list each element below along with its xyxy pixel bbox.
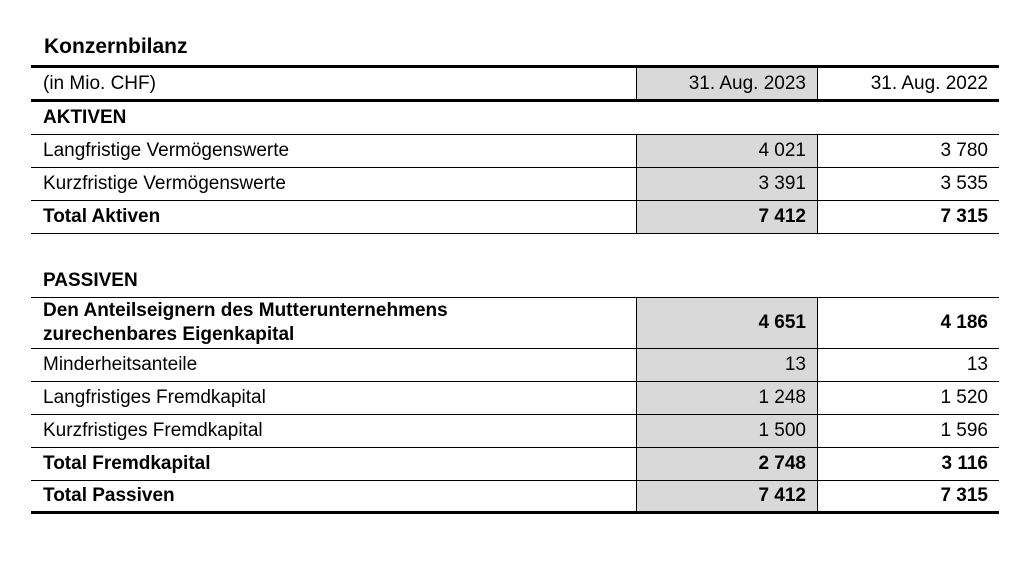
column-header-2022: 31. Aug. 2022 bbox=[870, 72, 988, 94]
row-label: Langfristiges Fremdkapital bbox=[43, 387, 266, 408]
value-2023: 13 bbox=[636, 349, 818, 381]
value-2023: 4 651 bbox=[636, 298, 818, 348]
section-label: AKTIVEN bbox=[43, 107, 127, 128]
value-2022: 4 186 bbox=[940, 312, 988, 333]
value-2023: 2 748 bbox=[636, 448, 818, 480]
row-label: Kurzfristiges Fremdkapital bbox=[43, 420, 263, 441]
row-label: Total Aktiven bbox=[43, 206, 161, 227]
row-label-line1: Den Anteilseignern des Mutterunternehmens bbox=[43, 300, 448, 321]
section-heading-aktiven bbox=[31, 102, 999, 135]
value-2023: 7 412 bbox=[636, 481, 818, 511]
section-heading-passiven bbox=[31, 265, 999, 298]
table-title: Konzernbilanz bbox=[44, 35, 188, 58]
row-label bbox=[31, 298, 636, 348]
value-2022: 3 116 bbox=[941, 453, 988, 474]
table-header-row bbox=[31, 65, 999, 102]
table-row bbox=[31, 382, 999, 415]
value-2023: 1 500 bbox=[636, 415, 818, 447]
unit-label: (in Mio. CHF) bbox=[43, 72, 156, 94]
balance-sheet-table bbox=[31, 65, 999, 514]
equity-row bbox=[31, 298, 999, 349]
value-2022: 1 520 bbox=[940, 387, 988, 408]
value-2023: 3 391 bbox=[636, 168, 818, 200]
total-row-fremdkapital bbox=[31, 448, 999, 481]
section-label: PASSIVEN bbox=[43, 270, 138, 291]
total-row-passiven bbox=[31, 481, 999, 514]
total-row-aktiven bbox=[31, 201, 999, 234]
table-row bbox=[31, 168, 999, 201]
table-row bbox=[31, 349, 999, 382]
value-2022: 1 596 bbox=[940, 420, 988, 441]
spacer bbox=[31, 234, 999, 265]
table-row bbox=[31, 135, 999, 168]
table-row bbox=[31, 415, 999, 448]
row-label: Kurzfristige Vermögenswerte bbox=[43, 173, 286, 194]
value-2023: 4 021 bbox=[636, 135, 818, 167]
value-2022: 3 780 bbox=[940, 140, 988, 161]
row-label: Total Fremdkapital bbox=[43, 453, 211, 474]
row-label: Total Passiven bbox=[43, 485, 175, 506]
value-2022: 3 535 bbox=[940, 173, 988, 194]
column-header-2023: 31. Aug. 2023 bbox=[636, 68, 818, 99]
value-2023: 1 248 bbox=[636, 382, 818, 414]
value-2022: 13 bbox=[966, 354, 988, 375]
row-label-line2: zurechenbares Eigenkapital bbox=[43, 324, 295, 345]
value-2023: 7 412 bbox=[636, 201, 818, 233]
value-2022: 7 315 bbox=[940, 206, 988, 227]
row-label: Langfristige Vermögenswerte bbox=[43, 140, 290, 161]
value-2022: 7 315 bbox=[940, 485, 988, 506]
row-label: Minderheitsanteile bbox=[43, 354, 198, 375]
